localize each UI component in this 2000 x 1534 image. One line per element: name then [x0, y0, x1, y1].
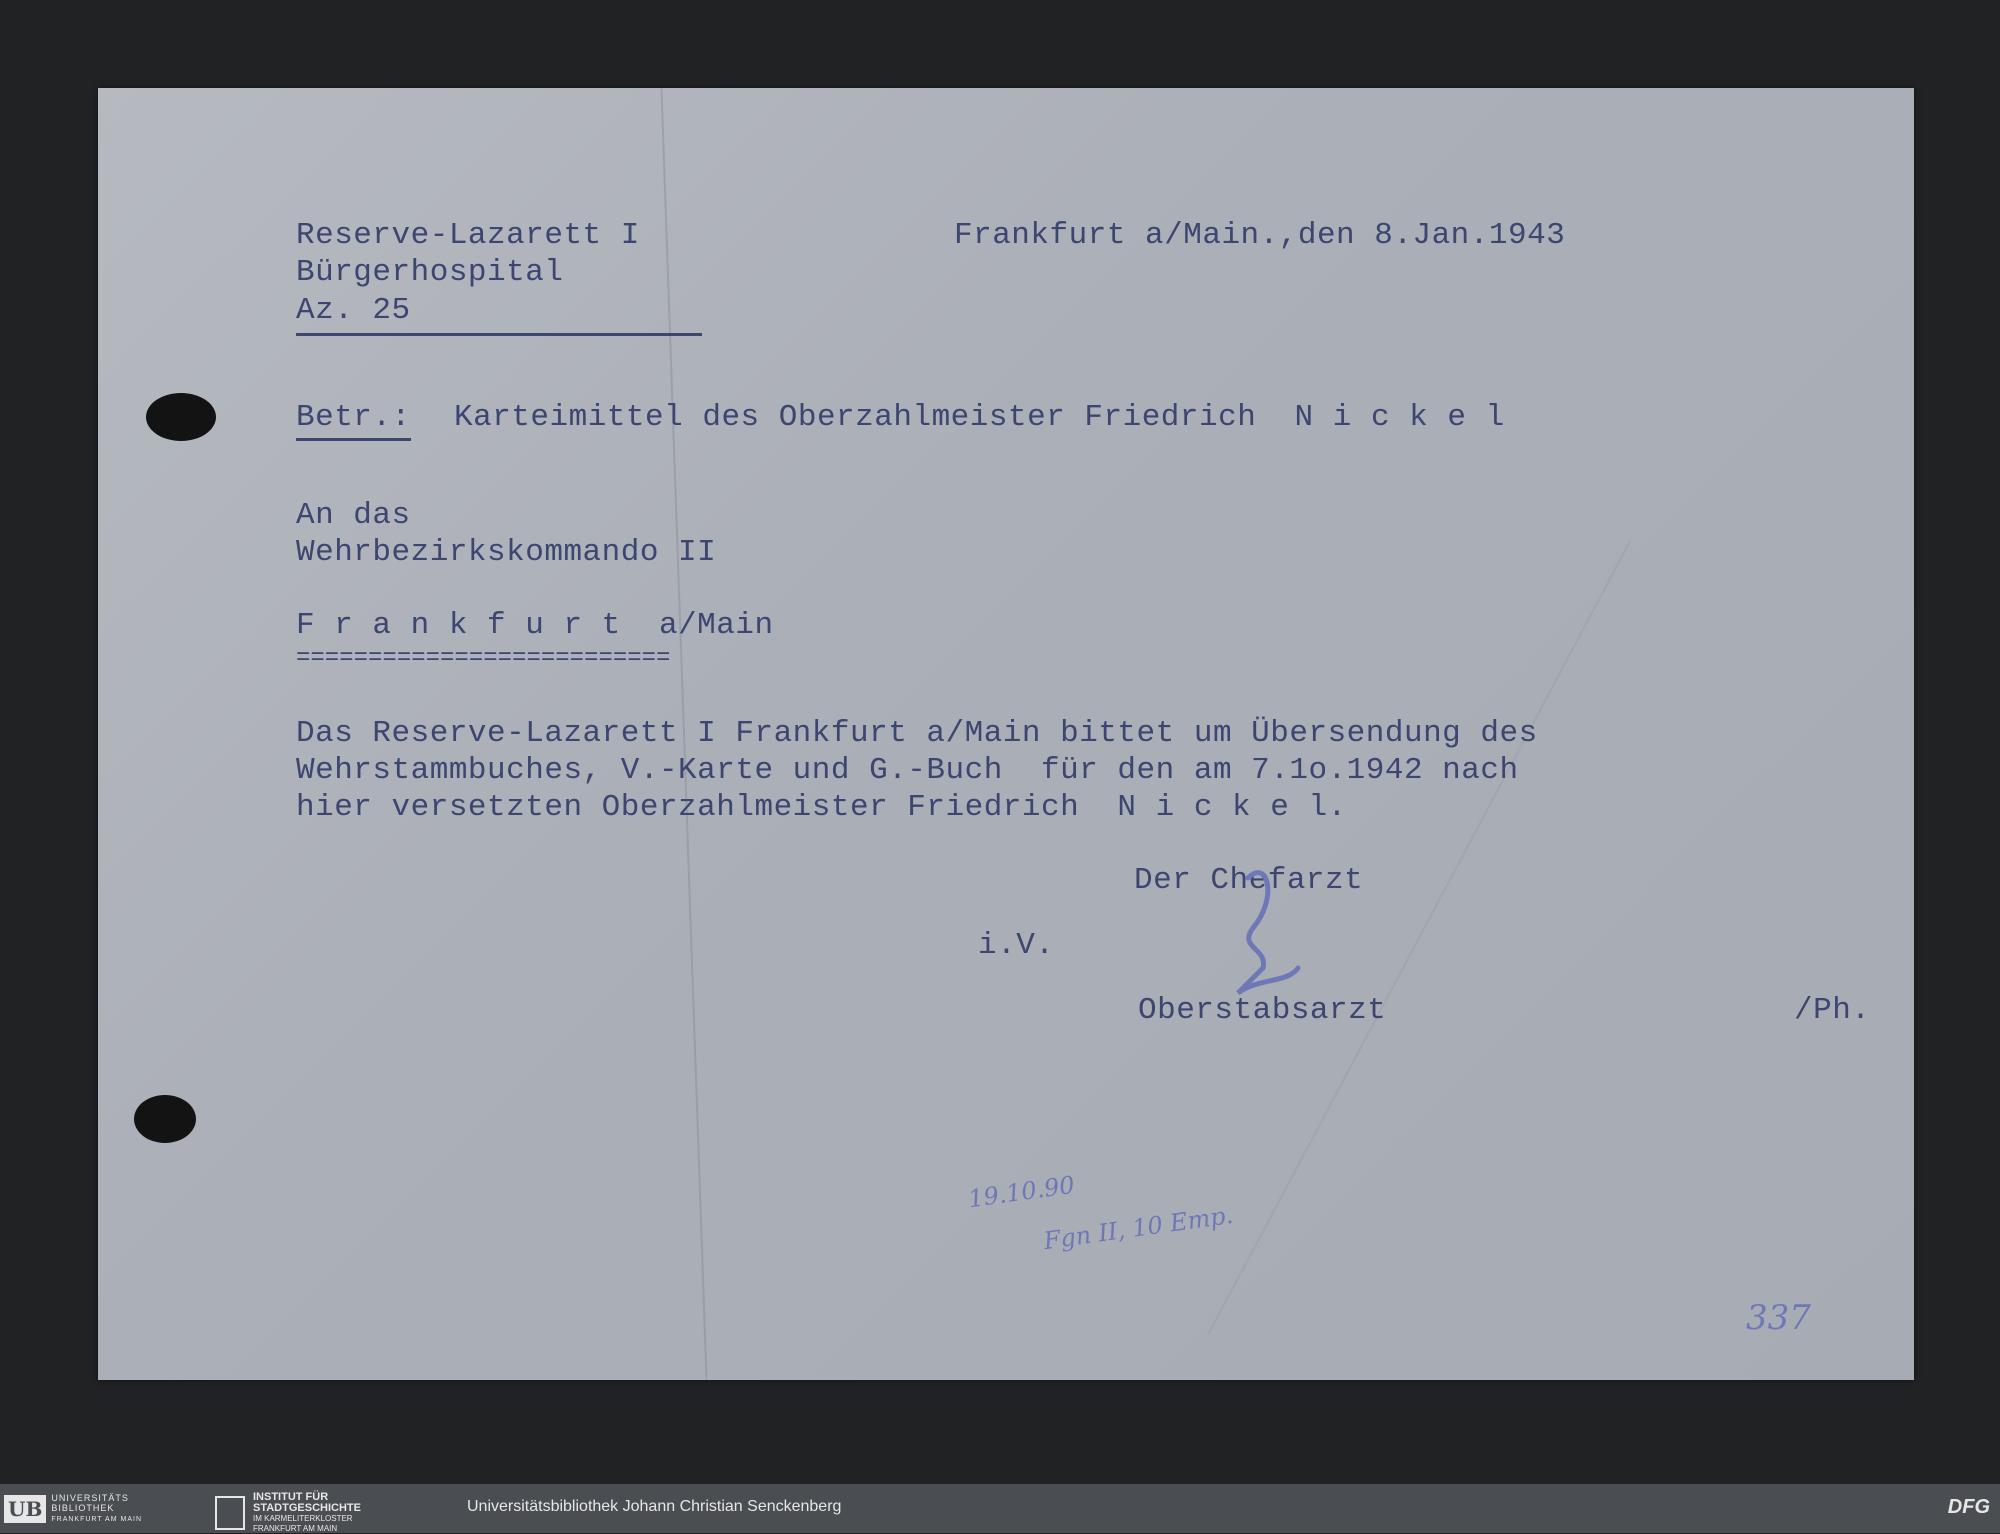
sender-line1: Reserve-Lazarett I — [296, 218, 640, 253]
inst-text-line: FRANKFURT AM MAIN — [253, 1524, 338, 1533]
on-behalf-marker: i.V. — [978, 928, 1055, 963]
punch-hole — [134, 1095, 196, 1143]
recipient-line1: An das — [296, 498, 411, 533]
ub-logo-mark: UB — [4, 1495, 46, 1523]
library-name: Universitätsbibliothek Johann Christian Senckenberg — [467, 1498, 842, 1515]
body-line3: hier versetzten Oberzahlmeister Friedrich N i c k e l. — [296, 790, 1347, 825]
recipient-city: F r a n k f u r t a/Main — [296, 608, 774, 643]
ub-logo — [4, 1492, 142, 1526]
ub-logo-text — [51, 1493, 142, 1525]
page-number: 337 — [1746, 1298, 1811, 1338]
inst-text-line: IM KARMELITERKLOSTER — [253, 1514, 353, 1523]
signer-rank: Oberstabsarzt — [1138, 993, 1387, 1028]
body-line1: Das Reserve-Lazarett I Frankfurt a/Main bittet um Übersendung des — [296, 716, 1538, 751]
ub-text-line: BIBLIOTHEK — [51, 1503, 115, 1513]
institute-logo-mark — [215, 1496, 245, 1530]
closing-title: Der Chefarzt — [1134, 863, 1364, 898]
sender-reference: Az. 25 — [296, 293, 411, 328]
recipient-line2: Wehrbezirkskommando II — [296, 535, 717, 570]
ub-text-line: FRANKFURT AM MAIN — [51, 1516, 142, 1523]
sender-line2: Bürgerhospital — [296, 255, 564, 290]
typist-initials: /Ph. — [1794, 993, 1871, 1028]
institute-logo — [215, 1492, 361, 1534]
subject-label: Betr.: — [296, 400, 411, 441]
body-line2: Wehrstammbuches, V.-Karte und G.-Buch für den am 7.1o.1942 nach — [296, 753, 1519, 788]
punch-hole — [146, 393, 216, 441]
ub-text-line: UNIVERSITÄTS — [51, 1493, 129, 1503]
inst-text-line: INSTITUT FÜR — [253, 1491, 329, 1503]
pencil-note-date: 19.10.90 — [966, 1170, 1077, 1214]
dfg-logo: DFG — [1947, 1496, 1990, 1518]
sender-underline — [296, 333, 702, 336]
subject-text: Karteimittel des Oberzahlmeister Friedrich N i c k e l — [454, 400, 1505, 435]
signature — [1208, 858, 1328, 1008]
place-date: Frankfurt a/Main.,den 8.Jan.1943 — [954, 218, 1566, 253]
pencil-note-text: Fgn II, 10 Emp. — [1041, 1200, 1235, 1256]
document-page — [98, 88, 1914, 1380]
institute-logo-text — [253, 1492, 361, 1534]
inst-text-line: STADTGESCHICHTE — [253, 1502, 361, 1514]
recipient-city-underline: ========================== — [296, 645, 671, 672]
footer-bar — [0, 1484, 2000, 1533]
